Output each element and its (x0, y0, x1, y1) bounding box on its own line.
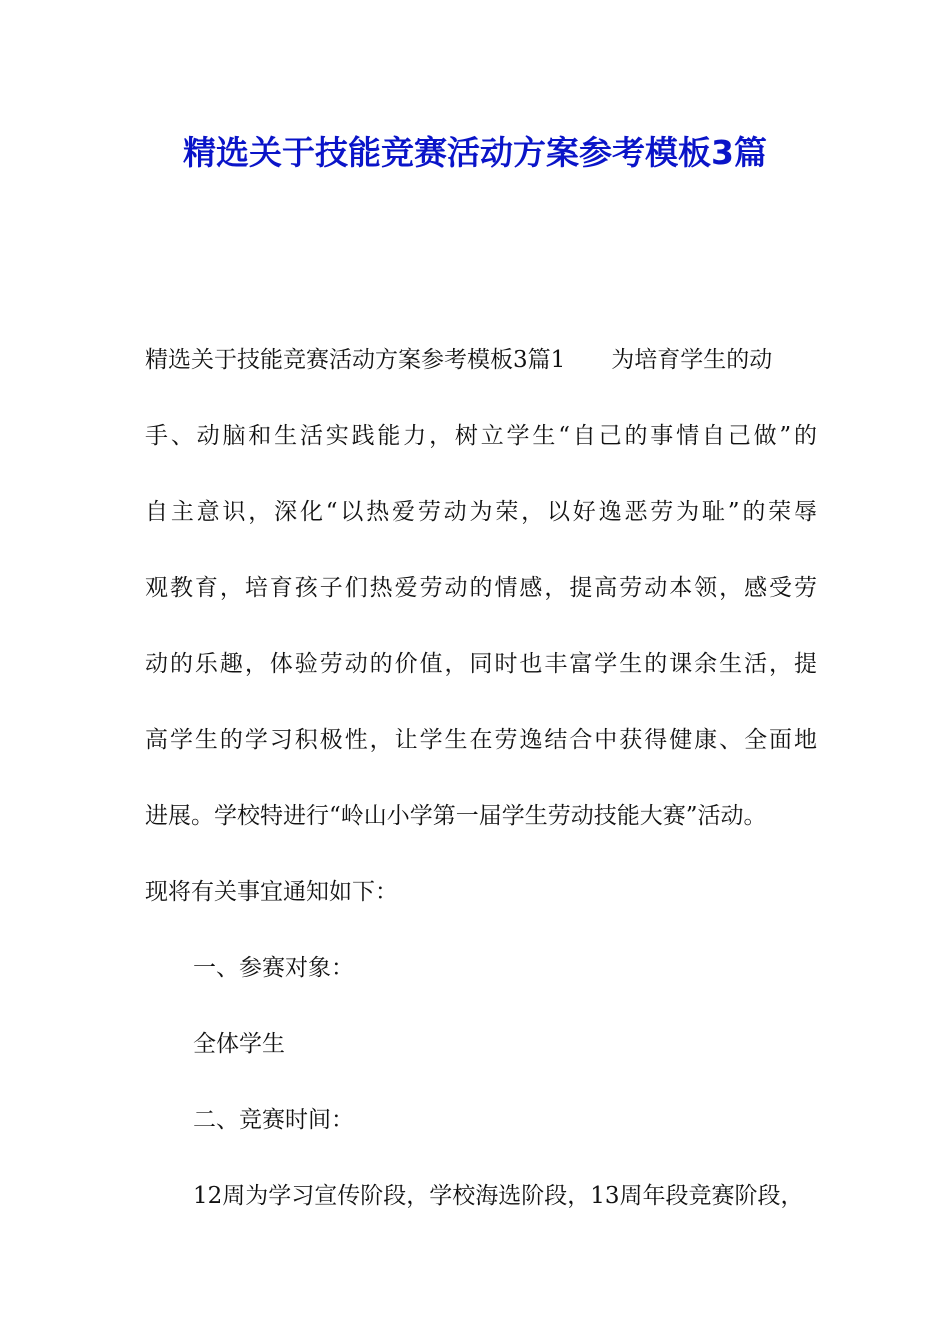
paragraph-line: 现将有关事宜通知如下： (145, 879, 398, 905)
section-content-time: 12周为学习宣传阶段，学校海选阶段，13周年段竞赛阶段， (193, 1183, 804, 1209)
intro-text-start: 为培育学生的动 (611, 347, 773, 373)
document-body (145, 322, 817, 1234)
document-title: 精选关于技能竞赛活动方案参考模板3篇 (183, 133, 767, 172)
paragraph-line: 手、动脑和生活实践能力，树立学生“自己的事情自己做”的 (145, 423, 817, 449)
paragraph-line: 动的乐趣，体验劳动的价值，同时也丰富学生的课余生活，提 (145, 651, 817, 677)
section-heading-participants: 一、参赛对象： (193, 955, 354, 981)
paragraph-line: 观教育，培育孩子们热爱劳动的情感，提高劳动本领，感受劳 (145, 575, 817, 601)
paragraph-line: 进展。学校特进行“岭山小学第一届学生劳动技能大赛”活动。 (145, 803, 767, 829)
paragraph-line: 自主意识，深化“以热爱劳动为荣，以好逸恶劳为耻”的荣辱 (145, 499, 817, 525)
intro-line-1 (145, 322, 817, 398)
section-content-participants: 全体学生 (193, 1031, 285, 1057)
paragraph-line: 高学生的学习积极性，让学生在劳逸结合中获得健康、全面地 (145, 727, 817, 753)
intro-heading: 精选关于技能竞赛活动方案参考模板3篇1 (145, 347, 566, 373)
section-heading-time: 二、竞赛时间： (193, 1107, 354, 1133)
